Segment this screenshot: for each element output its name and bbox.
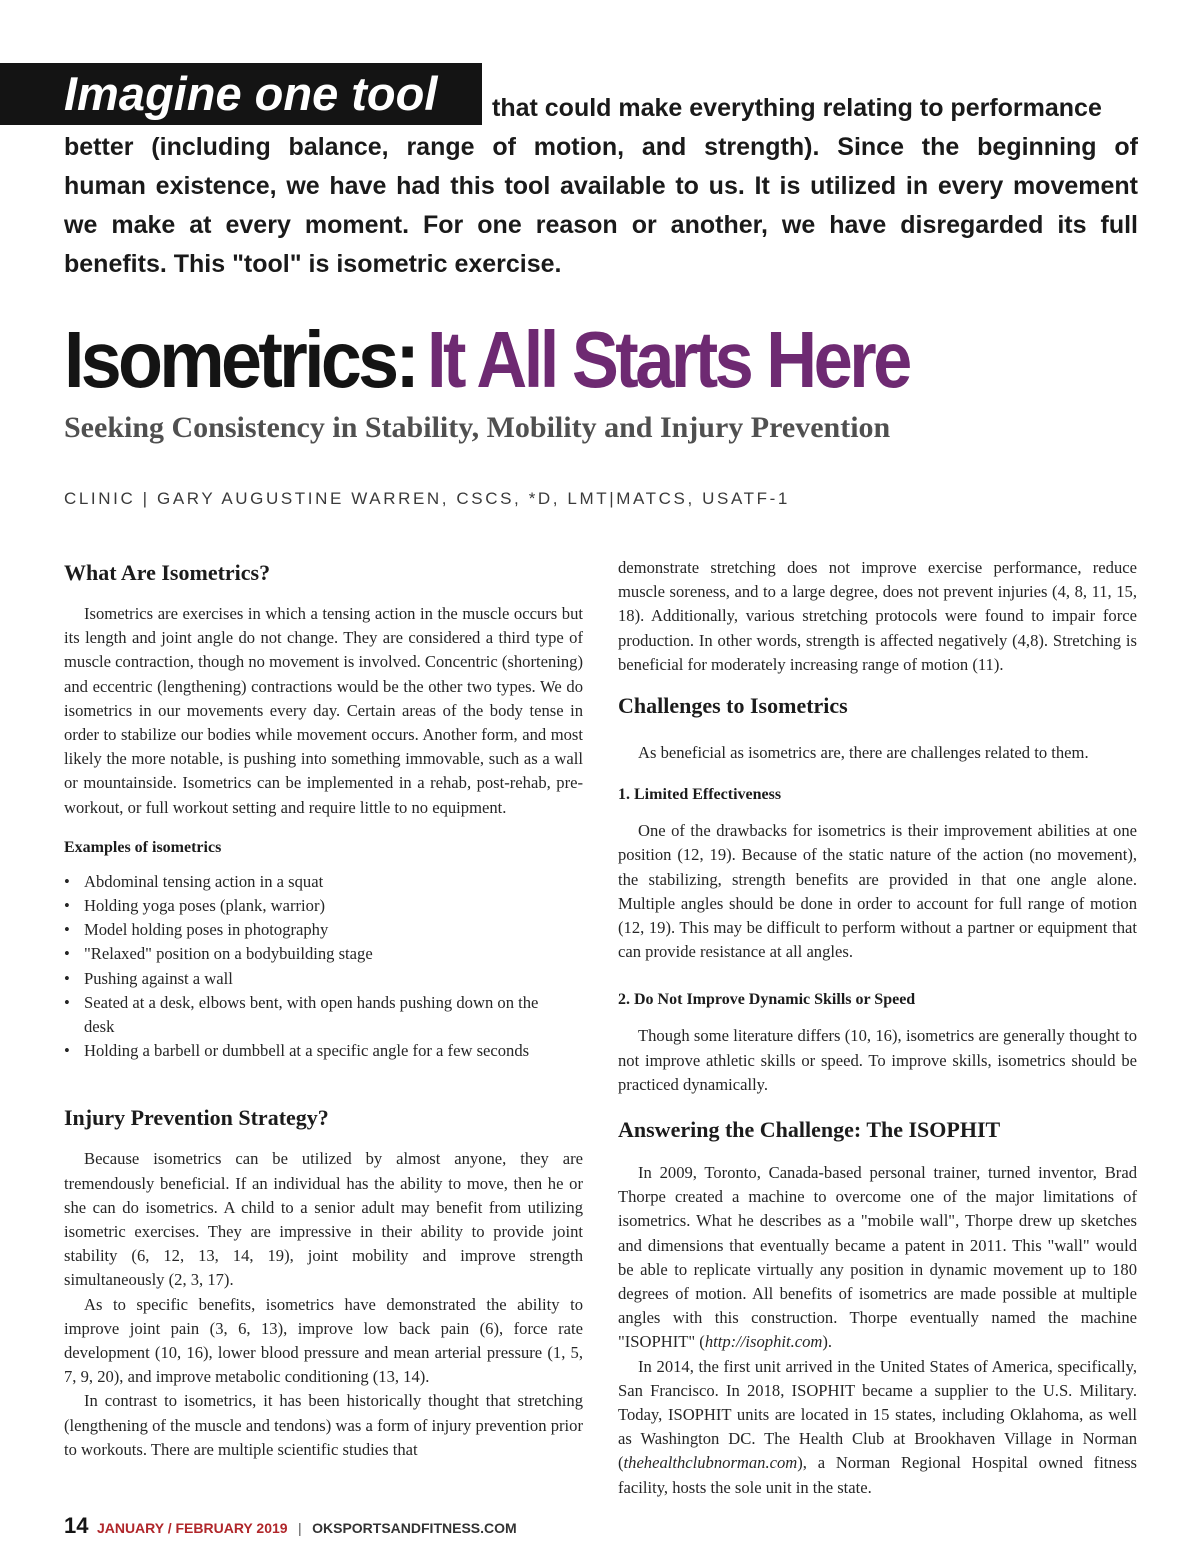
- right-column: [618, 556, 1137, 1500]
- paragraph-continued: demonstrate stretching does not improve exercise performance, reduce muscle soreness, and to a large degree, does not prevent injuries (4, 8, 11, 15, 18). Additionally, various stretching protocols were found to impair force production. In other words, strength is affected negatively (4,8). Stretching is beneficial for moderately increasing range of motion (11).: [618, 558, 1137, 674]
- paragraph-injury-3: In contrast to isometrics, it has been historically thought that stretching (lengthening of the muscle and tendons) was a form of injury prevention prior to workouts. There are multiple scientific studies that: [64, 1391, 583, 1459]
- heading-challenges: Challenges to Isometrics: [618, 693, 848, 719]
- paragraph-dynamic-skills: Though some literature differs (10, 16), isometrics are generally thought to not improve athletic skills or speed. To improve skills, isometrics should be practiced dynamically.: [618, 1026, 1137, 1094]
- article-subtitle: Seeking Consistency in Stability, Mobility and Injury Prevention: [64, 411, 891, 444]
- title-part-1: Isometrics:: [64, 315, 417, 404]
- intro-first-line: that could make everything relating to performance: [492, 94, 1102, 122]
- healthclub-link[interactable]: thehealthclubnorman.com: [623, 1453, 798, 1473]
- list-item: • Model holding poses in photography: [64, 918, 583, 942]
- page-number: 14: [64, 1513, 89, 1538]
- footer-site: OKSPORTSANDFITNESS.COM: [312, 1520, 517, 1536]
- list-item: • "Relaxed" position on a bodybuilding stage: [64, 942, 583, 966]
- bullet-icon: •: [64, 920, 70, 940]
- heading-answering-challenge: Answering the Challenge: The ISOPHIT: [618, 1117, 1001, 1143]
- article-title: [64, 312, 1144, 408]
- bullet-icon: •: [64, 871, 70, 891]
- heading-what-are-isometrics: What Are Isometrics?: [64, 560, 271, 585]
- list-item: • Abdominal tensing action in a squat: [64, 870, 583, 894]
- paragraph-answer-2: In 2014, the first unit arrived in the United States of America, specifically, San Francisco. In 2018, ISOPHIT became a supplier to the U.S. Military. Today, ISOPHIT units are located in 15 states, including Oklahoma, as well as Washington DC. The Health Club at Brookhaven Village in Norman (thehealthclubnorman.com), a Norman Regional Hospital owned fitness facility, hosts the sole unit in the state.: [618, 1356, 1137, 1497]
- left-column: [64, 556, 583, 1462]
- bullet-icon: •: [64, 1041, 70, 1061]
- bullet-icon: •: [64, 896, 70, 916]
- intro-paragraph: [64, 128, 1138, 284]
- subheading-limited-effectiveness: 1. Limited Effectiveness: [618, 786, 782, 804]
- list-item: • Pushing against a wall: [64, 967, 583, 991]
- intro-line: better (including balance, range of motion, and strength). Since the beginning of: [64, 133, 1138, 161]
- paragraph-challenges: As beneficial as isometrics are, there are challenges related to them.: [638, 743, 1089, 763]
- intro-line: we make at every moment. For one reason or another, we have disregarded its full: [64, 211, 1138, 239]
- heading-injury-prevention: Injury Prevention Strategy?: [64, 1105, 329, 1131]
- intro-line: benefits. This "tool" is isometric exercise.: [64, 250, 562, 278]
- paragraph-injury-2: As to specific benefits, isometrics have demonstrated the ability to improve joint pain (3, 6, 13), improve low back pain (6), force rate development (10, 16), lower blood pressure and mean arterial pressure (1, 5, 7, 9, 20), and improve metabolic conditioning (13, 14).: [64, 1294, 583, 1387]
- paragraph-injury-1: Because isometrics can be utilized by almost anyone, they are tremendously beneficial. If an individual has the ability to move, then he or she can do isometrics. A child to a senior adult may benefit from utilizing isometric exercises. They are impressive in their ability to provide joint stability (6, 12, 13, 14, 19), joint mobility and improve strength simultaneously (2, 3, 17).: [64, 1149, 583, 1290]
- list-item: • Holding a barbell or dumbbell at a specific angle for a few seconds: [64, 1039, 583, 1063]
- issue-date: JANUARY / FEBRUARY 2019: [96, 1520, 288, 1536]
- footer-separator: |: [298, 1520, 302, 1536]
- list-item: • Seated at a desk, elbows bent, with open hands pushing down on the desk: [64, 992, 539, 1037]
- byline: CLINIC | GARY AUGUSTINE WARREN, CSCS, *D, LMT|MATCS, USATF-1: [64, 489, 790, 508]
- bullet-icon: •: [64, 944, 70, 964]
- bullet-icon: •: [64, 992, 70, 1012]
- bullet-icon: •: [64, 968, 70, 988]
- subheading-dynamic-skills: 2. Do Not Improve Dynamic Skills or Speed: [618, 991, 916, 1009]
- kicker-text: Imagine one tool: [64, 67, 438, 120]
- examples-heading: Examples of isometrics: [64, 838, 222, 856]
- page-footer: [64, 1512, 517, 1543]
- list-item: • Holding yoga poses (plank, warrior): [64, 894, 583, 918]
- paragraph-limited-effectiveness: One of the drawbacks for isometrics is their improvement abilities at one position (12, 19). Because of the static nature of the action (no movement), the stabilizing, strength benefits are provided in that one angle alone. Multiple angles should be done in order to account for full range of motion (12, 19). This may be difficult to perform without a partner or equipment that can provide resistance at all angles.: [618, 821, 1137, 962]
- intro-line: human existence, we have had this tool available to us. It is utilized in every movement: [64, 172, 1138, 200]
- examples-list: [64, 870, 583, 1064]
- paragraph-answer-1: In 2009, Toronto, Canada-based personal trainer, turned inventor, Brad Thorpe created a machine to overcome one of the major limitations of isometrics. What he describes as a "mobile wall", Thorpe drew up sketches and dimensions that eventually became a patent in 2011. This "wall" would be able to replicate virtually any position in dynamic movement up to 180 degrees of motion. All benefits of isometrics are made possible at multiple angles with this construction. Thorpe eventually named the machine "ISOPHIT" (http://isophit.com).: [618, 1163, 1137, 1352]
- title-part-2: It All Starts Here: [426, 315, 909, 404]
- isophit-link[interactable]: http://isophit.com: [704, 1332, 823, 1352]
- paragraph-what: Isometrics are exercises in which a tensing action in the muscle occurs but its length and joint angle do not change. They are considered a third type of muscle contraction, though no movement is involved. Concentric (shortening) and eccentric (lengthening) contractions would be the other two types. We do isometrics in our movements every day. Certain areas of the body tense in order to stabilize our bodies while movement occurs. Another form, and most likely the more notable, is pushing into something immovable, such as a wall or mountainside. Isometrics can be implemented in a rehab, post-rehab, pre-workout, or full workout setting and require little to no equipment.: [64, 604, 583, 817]
